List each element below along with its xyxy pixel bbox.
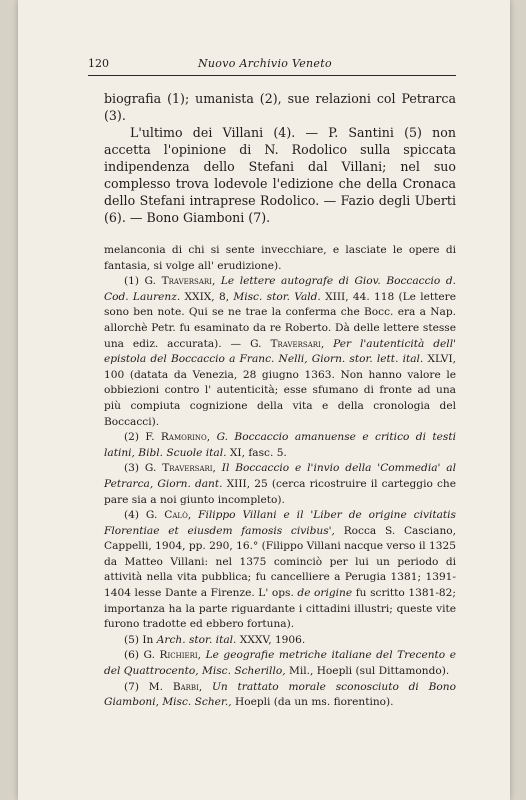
footnote-number: (2) F.: [124, 431, 155, 444]
footnotes: [104, 243, 456, 711]
footnote-title: G. Boccaccio amanuense e critico di testi latini, Bibl. Scuole ital.: [104, 431, 456, 459]
footnote-author: Traversari,: [162, 462, 216, 475]
footnote-number: (5) In: [124, 633, 154, 646]
footnote-continuation: melanconia di chi si sente invecchiare, e lasciate le opere di fantasia, si volge all' erudizione).: [104, 244, 456, 272]
footnote-text: XXXV, 1906.: [239, 633, 306, 646]
footnote-text: XLVI, 100 (datata da Venezia, 28 giugno 1363. Non hanno valore le obbiezioni contro l' autenticità; esse sfumano di fronte ad una più compiuta cognizione della vita e della cronologia del Boccacci).: [104, 353, 456, 428]
footnote-text: XXIX, 8,: [184, 290, 230, 303]
main-paragraph-2: L'ultimo dei Villani (4). — P. Santini (5) non accetta l'opinione di N. Rodolico sulla spiccata indipendenza dello Stefani dal Villani; nel suo complesso trova lodevole l'edizione che della Cronaca dello Stefani intraprese Rodolico. — Fazio degli Uberti (6). — Bono Giamboni (7).: [104, 125, 456, 225]
header-rule: [88, 75, 456, 76]
footnote-2: [104, 430, 456, 461]
footnote-title: Le lettere autografe di Giov. Boccaccio d. Cod. Laurenz.: [104, 275, 457, 303]
footnote-title: Il Boccaccio e l'invio della 'Commedia' al Petrarca, Giorn. dant.: [104, 462, 456, 490]
footnote-author: Traversari,: [270, 337, 325, 350]
footnote-4: [104, 508, 456, 633]
footnote-title: Per l'autenticità dell' epistola del Boccaccio a Franc. Nelli, Giorn. stor. lett. ital.: [104, 337, 456, 366]
footnote-7: [104, 680, 456, 711]
footnote-author: Richieri,: [159, 649, 202, 662]
footnote-text: XIII, 25 (cerca ricostruire il carteggio che pare sia a noi giunto incompleto).: [104, 477, 456, 506]
main-text: [104, 90, 456, 226]
main-paragraph-1: biografia (1); umanista (2), sue relazioni col Petrarca (3).: [104, 91, 456, 123]
footnote-number: (6) G.: [124, 649, 155, 662]
page-header: [88, 57, 454, 73]
running-title: Nuovo Archivio Veneto: [198, 57, 332, 70]
footnote-text: fu scritto 1381-82; importanza ha la parte riguardante i cittadini illustri; queste vite furono tradotte ed ebbero fortuna).: [104, 587, 456, 631]
footnote-author: Barbi,: [172, 680, 203, 693]
footnote-number: (1) G.: [124, 275, 157, 288]
footnote-author: Ramorino,: [160, 431, 211, 444]
footnote-title: Arch. stor. ital.: [156, 633, 237, 646]
footnote-author: Calò,: [164, 509, 192, 522]
footnote-1: [104, 274, 456, 430]
footnote-title: Le geografie metriche italiane del Trecento e del Quattrocento, Misc. Scherillo,: [104, 649, 456, 678]
footnote-title: Filippo Villani e il 'Liber de origine civitatis Florentiae et eiusdem famosis civibus',: [104, 509, 456, 537]
footnote-text: XI, fasc. 5.: [229, 446, 287, 459]
footnote-text: XIII, 44. 118 (Le lettere sono ben note. Qui se ne trae la conferma che Bocc. era a Nap. allorchè Petr. fu esaminato da re Roberto. Dà delle lettere stesse una ediz. accurata). — G.: [104, 290, 456, 350]
book-page: [18, 0, 510, 800]
footnote-title: Misc. stor. Vald.: [233, 290, 321, 303]
footnote-text: Hoepli (da un ms. fiorentino).: [234, 696, 394, 709]
page-number: 120: [88, 57, 109, 70]
footnote-text: Mil., Hoepli (sul Dittamondo).: [288, 665, 450, 678]
footnote-author: Traversari,: [161, 275, 216, 288]
footnote-6: [104, 648, 456, 679]
footnote-3: [104, 461, 456, 508]
footnote-title: de origine: [297, 587, 353, 600]
footnote-title: Un trattato morale sconosciuto di Bono Giamboni, Misc. Scher.,: [104, 680, 456, 709]
footnote-text: Rocca S. Casciano, Cappelli, 1904, pp. 290, 16.° (Filippo Villani nacque verso il 1325 da Matteo Villani: nel 1375 cominciò per lui un periodo di attività nella vita pubblica; fu cancelliere a Perugia 1381; 1391-1404 lesse Dante a Firenze. L' ops.: [104, 524, 457, 600]
footnote-number: (3) G.: [124, 462, 157, 475]
footnote-number: (7) M.: [124, 680, 164, 693]
footnote-5: [104, 633, 456, 649]
footnote-number: (4) G.: [124, 509, 158, 522]
